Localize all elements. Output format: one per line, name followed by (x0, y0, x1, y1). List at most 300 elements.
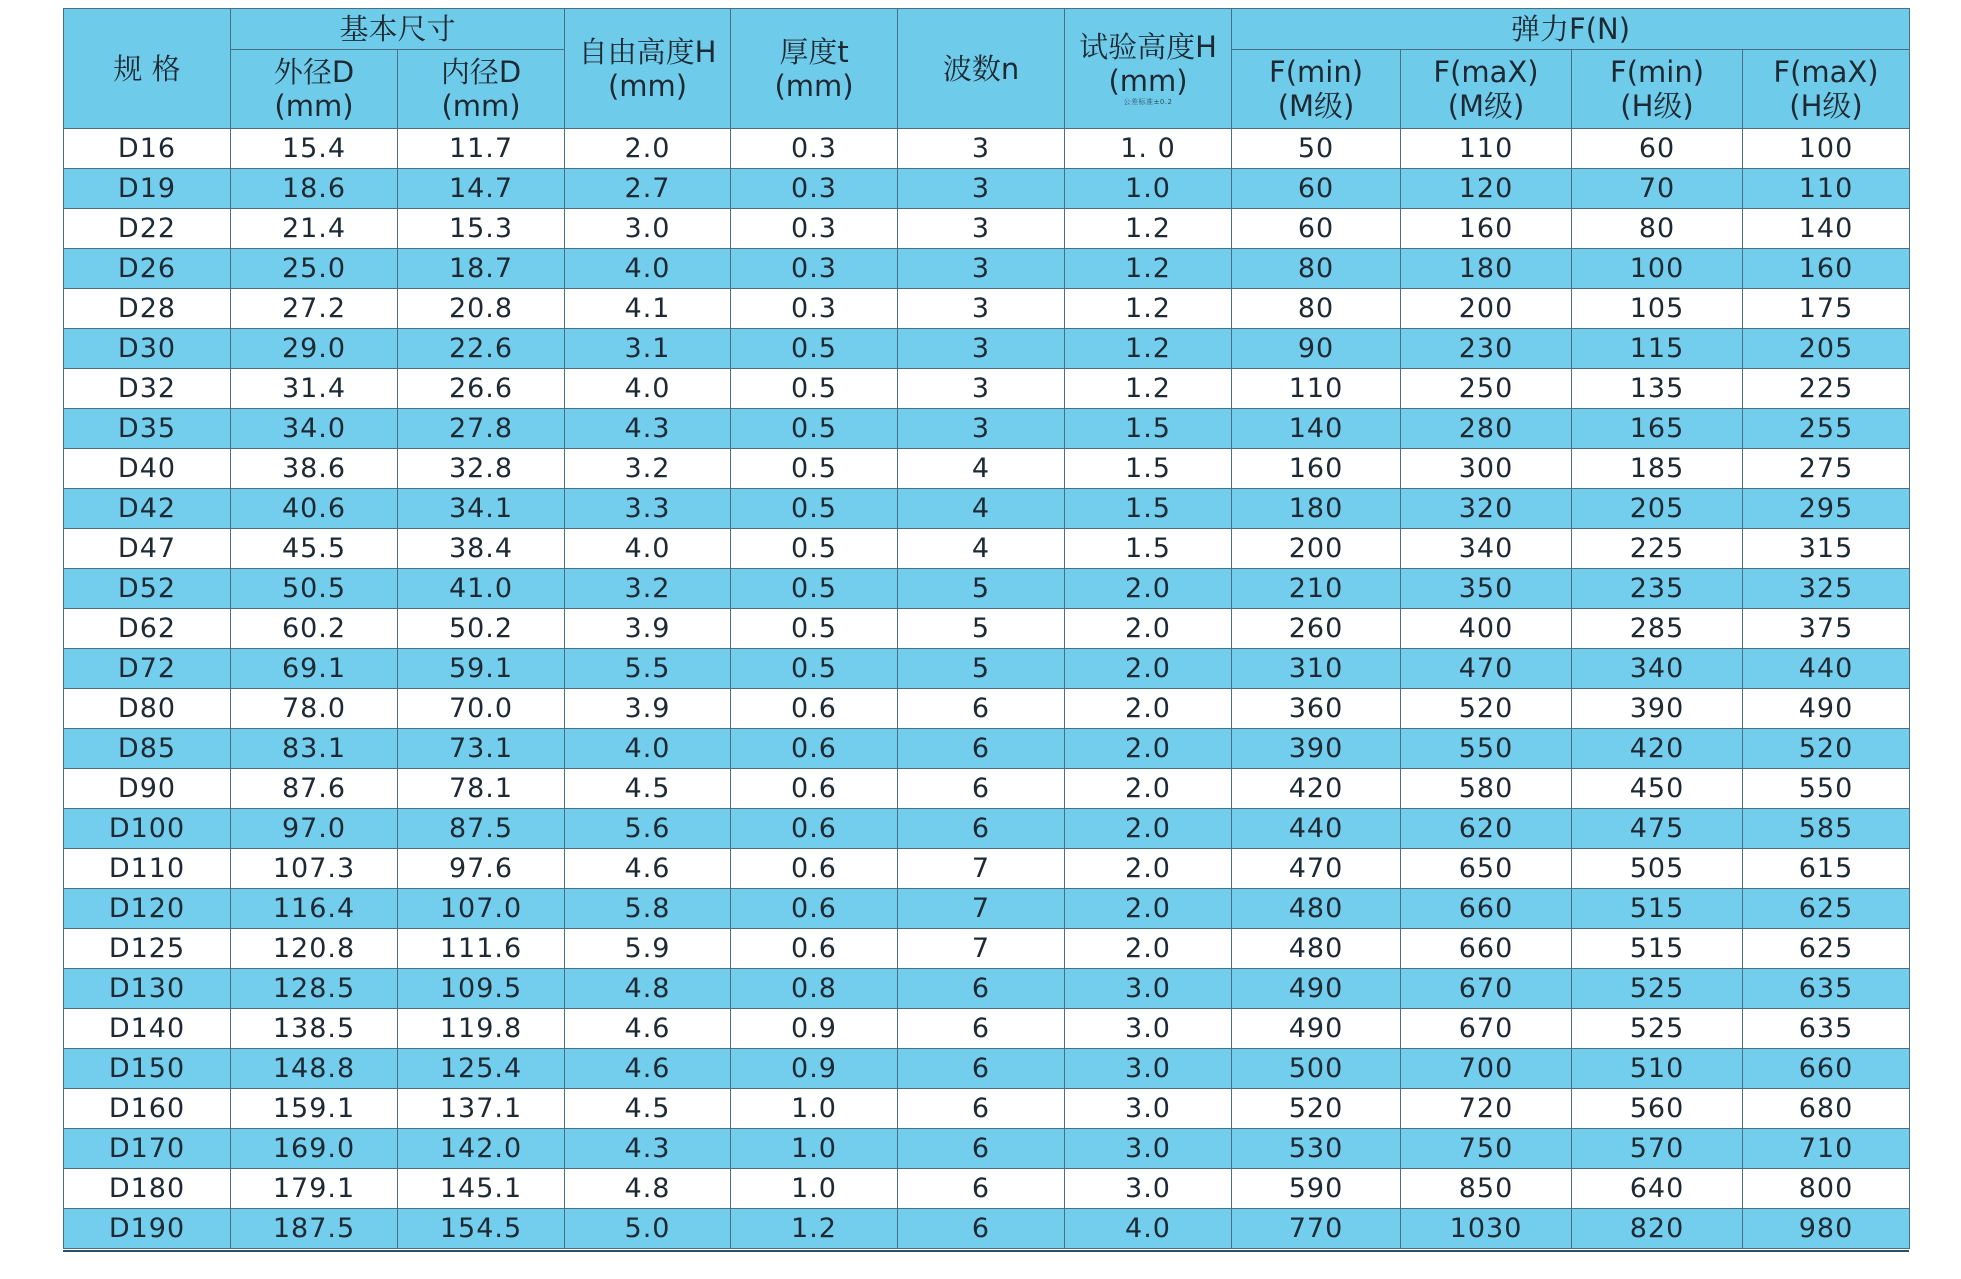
inner-d-cell: 142.0 (398, 1129, 565, 1169)
free-height-cell: 4.8 (565, 1169, 731, 1209)
inner-d-cell: 20.8 (398, 289, 565, 329)
waves-cell: 6 (898, 1049, 1065, 1089)
header-inner-d (398, 50, 565, 129)
free-height-cell: 4.6 (565, 1049, 731, 1089)
f-max-m-cell: 250 (1401, 369, 1572, 409)
inner-d-cell: 50.2 (398, 609, 565, 649)
table-row (64, 289, 1910, 329)
free-height-cell: 4.6 (565, 1009, 731, 1049)
header-force-group-label: 弹力F(N) (1511, 12, 1631, 46)
outer-d-cell: 60.2 (231, 609, 398, 649)
waves-cell: 4 (898, 449, 1065, 489)
outer-d-cell: 31.4 (231, 369, 398, 409)
inner-d-cell: 97.6 (398, 849, 565, 889)
header-waves-label: 波数n (942, 51, 1020, 86)
f-max-h-cell: 490 (1743, 689, 1910, 729)
inner-d-cell: 26.6 (398, 369, 565, 409)
inner-d-cell: 87.5 (398, 809, 565, 849)
spec-cell: D80 (64, 689, 231, 729)
f-max-h-cell: 375 (1743, 609, 1910, 649)
test-height-cell: 4.0 (1065, 1209, 1232, 1249)
f-min-m-cell: 200 (1232, 529, 1401, 569)
table-row (64, 449, 1910, 489)
inner-d-cell: 111.6 (398, 929, 565, 969)
test-height-cell: 3.0 (1065, 1089, 1232, 1129)
f-max-m-cell: 350 (1401, 569, 1572, 609)
spec-cell: D42 (64, 489, 231, 529)
outer-d-cell: 45.5 (231, 529, 398, 569)
f-max-m-cell: 660 (1401, 929, 1572, 969)
free-height-cell: 3.9 (565, 689, 731, 729)
header-inner-d-unit: (mm) (441, 89, 521, 123)
outer-d-cell: 83.1 (231, 729, 398, 769)
spec-cell: D28 (64, 289, 231, 329)
f-min-h-cell: 515 (1572, 889, 1743, 929)
header-outer-d-label: 外径D (273, 55, 355, 89)
waves-cell: 6 (898, 1169, 1065, 1209)
spec-cell: D160 (64, 1089, 231, 1129)
thickness-cell: 0.5 (731, 369, 898, 409)
f-max-m-cell: 280 (1401, 409, 1572, 449)
f-max-m-cell: 120 (1401, 169, 1572, 209)
free-height-cell: 5.5 (565, 649, 731, 689)
header-outer-d-unit: (mm) (274, 89, 354, 123)
free-height-cell: 5.0 (565, 1209, 731, 1249)
free-height-cell: 2.7 (565, 169, 731, 209)
f-min-h-cell: 80 (1572, 209, 1743, 249)
f-max-h-cell: 140 (1743, 209, 1910, 249)
test-height-cell: 2.0 (1065, 729, 1232, 769)
free-height-cell: 5.8 (565, 889, 731, 929)
outer-d-cell: 34.0 (231, 409, 398, 449)
f-min-m-cell: 590 (1232, 1169, 1401, 1209)
spec-cell: D180 (64, 1169, 231, 1209)
test-height-cell: 2.0 (1065, 689, 1232, 729)
thickness-cell: 0.5 (731, 489, 898, 529)
outer-d-cell: 159.1 (231, 1089, 398, 1129)
f-min-m-cell: 80 (1232, 249, 1401, 289)
f-min-h-cell: 135 (1572, 369, 1743, 409)
f-max-h-cell: 625 (1743, 929, 1910, 969)
header-test-height-label: 试验高度H (1079, 30, 1217, 64)
header-basic-size-label: 基本尺寸 (339, 12, 456, 46)
f-min-m-cell: 360 (1232, 689, 1401, 729)
thickness-cell: 0.6 (731, 889, 898, 929)
spec-cell: D125 (64, 929, 231, 969)
free-height-cell: 4.0 (565, 729, 731, 769)
waves-cell: 4 (898, 489, 1065, 529)
spec-cell: D150 (64, 1049, 231, 1089)
test-height-cell: 3.0 (1065, 1049, 1232, 1089)
table-row (64, 409, 1910, 449)
outer-d-cell: 29.0 (231, 329, 398, 369)
f-max-h-cell: 175 (1743, 289, 1910, 329)
f-min-h-cell: 60 (1572, 129, 1743, 169)
thickness-cell: 0.6 (731, 929, 898, 969)
outer-d-cell: 97.0 (231, 809, 398, 849)
waves-cell: 6 (898, 1009, 1065, 1049)
table-row (64, 489, 1910, 529)
test-height-cell: 3.0 (1065, 1009, 1232, 1049)
inner-d-cell: 22.6 (398, 329, 565, 369)
waves-cell: 7 (898, 889, 1065, 929)
spec-cell: D26 (64, 249, 231, 289)
header-f-min-m (1232, 50, 1401, 129)
f-max-h-cell: 440 (1743, 649, 1910, 689)
waves-cell: 6 (898, 969, 1065, 1009)
outer-d-cell: 87.6 (231, 769, 398, 809)
inner-d-cell: 70.0 (398, 689, 565, 729)
f-max-h-cell: 160 (1743, 249, 1910, 289)
spec-cell: D140 (64, 1009, 231, 1049)
inner-d-cell: 119.8 (398, 1009, 565, 1049)
outer-d-cell: 138.5 (231, 1009, 398, 1049)
thickness-cell: 0.5 (731, 569, 898, 609)
outer-d-cell: 148.8 (231, 1049, 398, 1089)
f-min-m-cell: 210 (1232, 569, 1401, 609)
inner-d-cell: 78.1 (398, 769, 565, 809)
thickness-cell: 0.5 (731, 529, 898, 569)
table-row (64, 689, 1910, 729)
f-max-h-cell: 800 (1743, 1169, 1910, 1209)
table-body (64, 129, 1910, 1249)
f-max-h-cell: 635 (1743, 1009, 1910, 1049)
f-max-h-cell: 315 (1743, 529, 1910, 569)
outer-d-cell: 116.4 (231, 889, 398, 929)
inner-d-cell: 125.4 (398, 1049, 565, 1089)
header-f-max-h-grade: (H级) (1789, 89, 1863, 123)
header-waves (898, 9, 1065, 129)
test-height-cell: 1.5 (1065, 489, 1232, 529)
f-max-m-cell: 1030 (1401, 1209, 1572, 1249)
inner-d-cell: 137.1 (398, 1089, 565, 1129)
inner-d-cell: 27.8 (398, 409, 565, 449)
waves-cell: 6 (898, 689, 1065, 729)
table-row (64, 529, 1910, 569)
waves-cell: 6 (898, 769, 1065, 809)
f-min-h-cell: 340 (1572, 649, 1743, 689)
f-max-m-cell: 300 (1401, 449, 1572, 489)
table-row (64, 249, 1910, 289)
header-f-max-m-label: F(maX) (1433, 55, 1539, 89)
table-row (64, 1009, 1910, 1049)
bottom-rule (63, 1250, 1909, 1252)
table-row (64, 169, 1910, 209)
header-test-height (1065, 9, 1232, 129)
free-height-cell: 4.8 (565, 969, 731, 1009)
spec-cell: D85 (64, 729, 231, 769)
f-max-h-cell: 325 (1743, 569, 1910, 609)
table-row (64, 929, 1910, 969)
thickness-cell: 0.5 (731, 649, 898, 689)
thickness-cell: 0.6 (731, 769, 898, 809)
test-height-cell: 1.2 (1065, 209, 1232, 249)
test-height-cell: 2.0 (1065, 849, 1232, 889)
f-min-m-cell: 390 (1232, 729, 1401, 769)
spec-cell: D110 (64, 849, 231, 889)
header-free-height-label: 自由高度H (578, 34, 717, 69)
header-f-max-h (1743, 50, 1910, 129)
f-min-h-cell: 515 (1572, 929, 1743, 969)
waves-cell: 3 (898, 169, 1065, 209)
f-min-h-cell: 475 (1572, 809, 1743, 849)
header-free-height (565, 9, 731, 129)
f-min-h-cell: 235 (1572, 569, 1743, 609)
spec-cell: D90 (64, 769, 231, 809)
f-min-h-cell: 285 (1572, 609, 1743, 649)
f-max-h-cell: 225 (1743, 369, 1910, 409)
f-max-m-cell: 200 (1401, 289, 1572, 329)
outer-d-cell: 15.4 (231, 129, 398, 169)
f-min-m-cell: 500 (1232, 1049, 1401, 1089)
free-height-cell: 4.6 (565, 849, 731, 889)
f-min-h-cell: 185 (1572, 449, 1743, 489)
f-max-h-cell: 520 (1743, 729, 1910, 769)
f-max-h-cell: 255 (1743, 409, 1910, 449)
f-min-h-cell: 505 (1572, 849, 1743, 889)
free-height-cell: 4.1 (565, 289, 731, 329)
table-header (64, 9, 1910, 129)
outer-d-cell: 25.0 (231, 249, 398, 289)
f-min-m-cell: 60 (1232, 209, 1401, 249)
thickness-cell: 0.8 (731, 969, 898, 1009)
spec-cell: D120 (64, 889, 231, 929)
f-min-m-cell: 60 (1232, 169, 1401, 209)
f-min-m-cell: 520 (1232, 1089, 1401, 1129)
outer-d-cell: 120.8 (231, 929, 398, 969)
table-row (64, 129, 1910, 169)
inner-d-cell: 34.1 (398, 489, 565, 529)
test-height-cell: 2.0 (1065, 889, 1232, 929)
inner-d-cell: 32.8 (398, 449, 565, 489)
thickness-cell: 0.3 (731, 209, 898, 249)
f-max-m-cell: 230 (1401, 329, 1572, 369)
test-height-cell: 3.0 (1065, 1129, 1232, 1169)
wave-spring-spec-table (63, 8, 1910, 1249)
f-min-m-cell: 80 (1232, 289, 1401, 329)
outer-d-cell: 21.4 (231, 209, 398, 249)
f-min-h-cell: 100 (1572, 249, 1743, 289)
thickness-cell: 0.6 (731, 729, 898, 769)
free-height-cell: 4.3 (565, 409, 731, 449)
thickness-cell: 0.6 (731, 809, 898, 849)
f-min-m-cell: 110 (1232, 369, 1401, 409)
f-min-h-cell: 450 (1572, 769, 1743, 809)
f-min-m-cell: 140 (1232, 409, 1401, 449)
header-f-max-m-grade: (M级) (1447, 89, 1525, 123)
thickness-cell: 0.5 (731, 449, 898, 489)
thickness-cell: 0.6 (731, 849, 898, 889)
f-max-h-cell: 585 (1743, 809, 1910, 849)
test-height-cell: 1.2 (1065, 369, 1232, 409)
f-min-h-cell: 560 (1572, 1089, 1743, 1129)
thickness-cell: 1.0 (731, 1129, 898, 1169)
f-max-h-cell: 295 (1743, 489, 1910, 529)
f-min-h-cell: 115 (1572, 329, 1743, 369)
inner-d-cell: 15.3 (398, 209, 565, 249)
f-min-m-cell: 50 (1232, 129, 1401, 169)
outer-d-cell: 187.5 (231, 1209, 398, 1249)
outer-d-cell: 38.6 (231, 449, 398, 489)
spec-cell: D100 (64, 809, 231, 849)
waves-cell: 4 (898, 529, 1065, 569)
waves-cell: 6 (898, 1089, 1065, 1129)
f-max-h-cell: 205 (1743, 329, 1910, 369)
spec-cell: D190 (64, 1209, 231, 1249)
f-max-h-cell: 550 (1743, 769, 1910, 809)
table-row (64, 969, 1910, 1009)
test-height-cell: 1.5 (1065, 529, 1232, 569)
test-height-cell: 3.0 (1065, 969, 1232, 1009)
f-max-m-cell: 550 (1401, 729, 1572, 769)
thickness-cell: 1.0 (731, 1169, 898, 1209)
f-min-h-cell: 525 (1572, 1009, 1743, 1049)
spec-cell: D35 (64, 409, 231, 449)
f-min-h-cell: 510 (1572, 1049, 1743, 1089)
table-row (64, 1049, 1910, 1089)
f-max-m-cell: 470 (1401, 649, 1572, 689)
f-min-h-cell: 165 (1572, 409, 1743, 449)
waves-cell: 7 (898, 929, 1065, 969)
outer-d-cell: 169.0 (231, 1129, 398, 1169)
inner-d-cell: 18.7 (398, 249, 565, 289)
test-height-cell: 1. 0 (1065, 129, 1232, 169)
free-height-cell: 3.1 (565, 329, 731, 369)
table-row (64, 849, 1910, 889)
f-max-h-cell: 660 (1743, 1049, 1910, 1089)
f-min-h-cell: 525 (1572, 969, 1743, 1009)
spec-cell: D40 (64, 449, 231, 489)
inner-d-cell: 59.1 (398, 649, 565, 689)
table-row (64, 1169, 1910, 1209)
free-height-cell: 5.9 (565, 929, 731, 969)
table-row (64, 609, 1910, 649)
f-max-h-cell: 100 (1743, 129, 1910, 169)
f-min-m-cell: 530 (1232, 1129, 1401, 1169)
table-row (64, 1089, 1910, 1129)
thickness-cell: 1.2 (731, 1209, 898, 1249)
header-test-height-note: 公差标准±0.2 (1123, 98, 1173, 106)
waves-cell: 3 (898, 249, 1065, 289)
header-f-min-h (1572, 50, 1743, 129)
f-min-h-cell: 225 (1572, 529, 1743, 569)
f-min-m-cell: 260 (1232, 609, 1401, 649)
spec-cell: D62 (64, 609, 231, 649)
free-height-cell: 5.6 (565, 809, 731, 849)
f-min-h-cell: 390 (1572, 689, 1743, 729)
f-max-m-cell: 700 (1401, 1049, 1572, 1089)
spec-cell: D130 (64, 969, 231, 1009)
table-row (64, 809, 1910, 849)
table-row (64, 889, 1910, 929)
f-max-h-cell: 615 (1743, 849, 1910, 889)
thickness-cell: 0.3 (731, 249, 898, 289)
f-min-h-cell: 420 (1572, 729, 1743, 769)
waves-cell: 6 (898, 729, 1065, 769)
free-height-cell: 3.2 (565, 449, 731, 489)
f-max-h-cell: 680 (1743, 1089, 1910, 1129)
f-max-h-cell: 625 (1743, 889, 1910, 929)
spec-cell: D19 (64, 169, 231, 209)
table-row (64, 1209, 1910, 1249)
header-f-max-h-label: F(maX) (1773, 55, 1879, 89)
free-height-cell: 2.0 (565, 129, 731, 169)
f-min-m-cell: 490 (1232, 969, 1401, 1009)
f-min-m-cell: 160 (1232, 449, 1401, 489)
thickness-cell: 0.9 (731, 1049, 898, 1089)
spec-cell: D22 (64, 209, 231, 249)
header-f-min-m-label: F(min) (1269, 55, 1364, 89)
test-height-cell: 2.0 (1065, 649, 1232, 689)
waves-cell: 3 (898, 129, 1065, 169)
header-thickness-label: 厚度t (779, 34, 849, 69)
table-row (64, 329, 1910, 369)
inner-d-cell: 109.5 (398, 969, 565, 1009)
header-f-min-h-grade: (H级) (1620, 89, 1694, 123)
outer-d-cell: 107.3 (231, 849, 398, 889)
f-max-m-cell: 670 (1401, 969, 1572, 1009)
header-spec-label: 规 格 (113, 51, 181, 86)
f-max-m-cell: 320 (1401, 489, 1572, 529)
f-min-m-cell: 480 (1232, 889, 1401, 929)
f-max-m-cell: 750 (1401, 1129, 1572, 1169)
waves-cell: 6 (898, 1209, 1065, 1249)
header-free-height-unit: (mm) (607, 68, 688, 103)
waves-cell: 3 (898, 329, 1065, 369)
free-height-cell: 4.0 (565, 529, 731, 569)
header-f-max-m (1401, 50, 1572, 129)
inner-d-cell: 38.4 (398, 529, 565, 569)
test-height-cell: 1.0 (1065, 169, 1232, 209)
spec-cell: D47 (64, 529, 231, 569)
waves-cell: 5 (898, 649, 1065, 689)
free-height-cell: 4.3 (565, 1129, 731, 1169)
free-height-cell: 3.3 (565, 489, 731, 529)
test-height-cell: 1.2 (1065, 329, 1232, 369)
f-max-h-cell: 710 (1743, 1129, 1910, 1169)
f-min-m-cell: 470 (1232, 849, 1401, 889)
inner-d-cell: 107.0 (398, 889, 565, 929)
waves-cell: 3 (898, 289, 1065, 329)
thickness-cell: 0.9 (731, 1009, 898, 1049)
f-max-h-cell: 980 (1743, 1209, 1910, 1249)
header-spec (64, 9, 231, 129)
free-height-cell: 3.0 (565, 209, 731, 249)
outer-d-cell: 69.1 (231, 649, 398, 689)
f-max-m-cell: 340 (1401, 529, 1572, 569)
test-height-cell: 2.0 (1065, 809, 1232, 849)
f-max-h-cell: 275 (1743, 449, 1910, 489)
spec-cell: D32 (64, 369, 231, 409)
outer-d-cell: 27.2 (231, 289, 398, 329)
header-inner-d-label: 内径D (440, 55, 522, 89)
f-min-m-cell: 480 (1232, 929, 1401, 969)
table-row (64, 729, 1910, 769)
waves-cell: 5 (898, 609, 1065, 649)
f-min-m-cell: 770 (1232, 1209, 1401, 1249)
f-max-m-cell: 520 (1401, 689, 1572, 729)
header-f-min-h-label: F(min) (1610, 55, 1705, 89)
outer-d-cell: 179.1 (231, 1169, 398, 1209)
table-row (64, 209, 1910, 249)
header-force-group (1232, 9, 1910, 50)
f-min-h-cell: 570 (1572, 1129, 1743, 1169)
f-min-h-cell: 205 (1572, 489, 1743, 529)
f-max-m-cell: 670 (1401, 1009, 1572, 1049)
thickness-cell: 0.3 (731, 169, 898, 209)
free-height-cell: 4.5 (565, 1089, 731, 1129)
header-basic-size (231, 9, 565, 50)
